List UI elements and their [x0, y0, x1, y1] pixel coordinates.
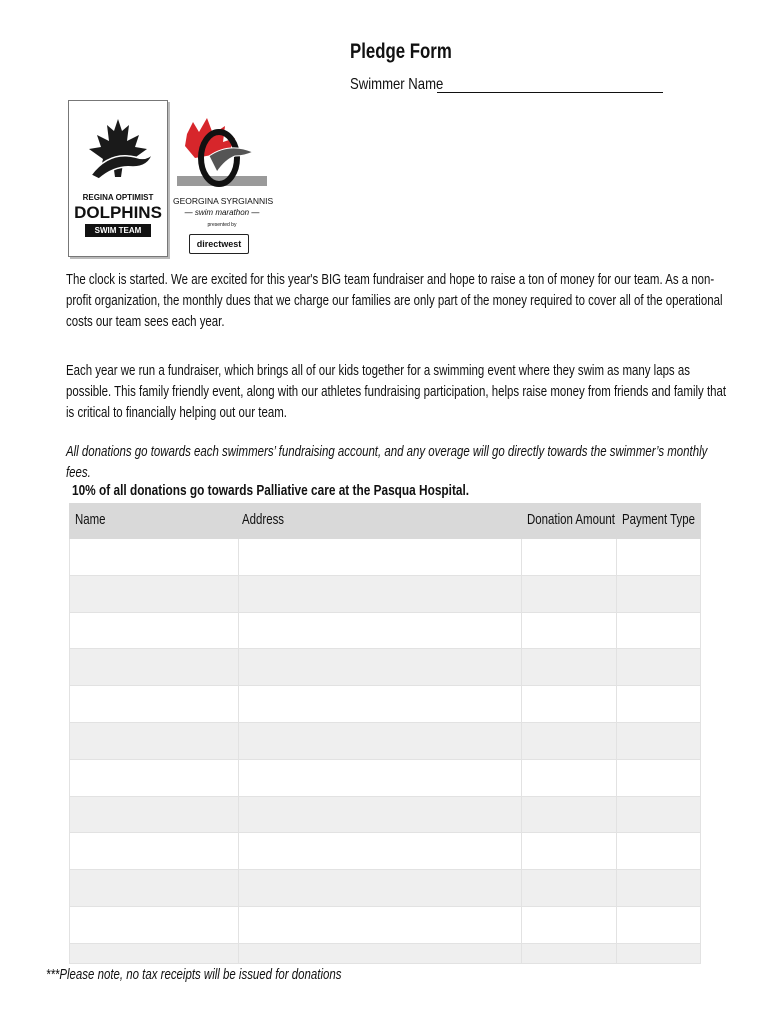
- table-row: [69, 576, 701, 613]
- column-header-name: Name: [75, 512, 106, 528]
- address-cell[interactable]: [239, 833, 522, 869]
- address-cell[interactable]: [239, 944, 522, 963]
- donation-amount-cell[interactable]: [522, 539, 617, 575]
- donation-amount-cell[interactable]: [522, 613, 617, 649]
- donation-amount-cell[interactable]: [522, 760, 617, 796]
- donation-amount-cell[interactable]: [522, 944, 617, 963]
- address-cell[interactable]: [239, 539, 522, 575]
- marathon-emblem-icon: [173, 112, 271, 192]
- marathon-logo-line1: GEORGINA SYRGIANNIS: [173, 196, 274, 206]
- swimmer-name-field[interactable]: [437, 92, 663, 93]
- maple-leaf-dolphin-icon: [69, 101, 167, 191]
- donation-amount-cell[interactable]: [522, 686, 617, 722]
- dolphins-logo-line3: SWIM TEAM: [85, 224, 151, 237]
- table-row: [69, 944, 701, 964]
- table-header: [69, 503, 701, 539]
- pledge-table: [69, 503, 701, 964]
- table-row: [69, 797, 701, 834]
- address-cell[interactable]: [239, 760, 522, 796]
- swimmer-name-label: Swimmer Name: [350, 76, 444, 93]
- swim-marathon-logo: [173, 112, 274, 257]
- address-cell[interactable]: [239, 649, 522, 685]
- donation-amount-cell[interactable]: [522, 576, 617, 612]
- dolphins-logo: [68, 100, 168, 257]
- table-row: [69, 907, 701, 944]
- name-cell[interactable]: [69, 723, 239, 759]
- name-cell[interactable]: [69, 797, 239, 833]
- name-cell[interactable]: [69, 613, 239, 649]
- table-row: [69, 833, 701, 870]
- donations-note: All donations go towards each swimmers’ fundraising account, and any overage will go directly towards the swimmer’s monthly fees.: [66, 444, 708, 481]
- table-row: [69, 539, 701, 576]
- tax-receipt-note: ***Please note, no tax receipts will be issued for donations: [46, 967, 342, 983]
- payment-type-cell[interactable]: [617, 870, 701, 906]
- payment-type-cell[interactable]: [617, 576, 701, 612]
- address-cell[interactable]: [239, 613, 522, 649]
- address-cell[interactable]: [239, 870, 522, 906]
- address-cell[interactable]: [239, 907, 522, 943]
- name-cell[interactable]: [69, 576, 239, 612]
- payment-type-cell[interactable]: [617, 833, 701, 869]
- address-cell[interactable]: [239, 576, 522, 612]
- address-cell[interactable]: [239, 723, 522, 759]
- table-row: [69, 686, 701, 723]
- table-body: [69, 539, 701, 964]
- address-cell[interactable]: [239, 797, 522, 833]
- payment-type-cell[interactable]: [617, 649, 701, 685]
- table-row: [69, 870, 701, 907]
- name-cell[interactable]: [69, 907, 239, 943]
- event-paragraph: Each year we run a fundraiser, which brings all of our kids together for a swimming event where they swim as many laps as possible. This family friendly event, along with our athletes fundraising participation, helps raise money from friends and family that is critical to financially helping out our team.: [66, 363, 727, 421]
- name-cell[interactable]: [69, 686, 239, 722]
- payment-type-cell[interactable]: [617, 760, 701, 796]
- donation-amount-cell[interactable]: [522, 907, 617, 943]
- payment-type-cell[interactable]: [617, 613, 701, 649]
- payment-type-cell[interactable]: [617, 797, 701, 833]
- donation-amount-cell[interactable]: [522, 833, 617, 869]
- payment-type-cell[interactable]: [617, 907, 701, 943]
- table-row: [69, 760, 701, 797]
- payment-type-cell[interactable]: [617, 539, 701, 575]
- column-header-donation-amount: Donation Amount: [527, 512, 615, 528]
- marathon-logo-line2: — swim marathon —: [184, 208, 260, 217]
- table-row: [69, 613, 701, 650]
- marathon-logo-line3: presented by: [207, 222, 237, 228]
- sponsor-logo: directwest: [189, 234, 249, 254]
- column-header-payment-type: Payment Type: [622, 512, 696, 528]
- address-cell[interactable]: [239, 686, 522, 722]
- donation-amount-cell[interactable]: [522, 723, 617, 759]
- name-cell[interactable]: [69, 870, 239, 906]
- intro-paragraph: The clock is started. We are excited for this year's BIG team fundraiser and hope to raise a ton of money for our team. As a non- profit organization, the monthly dues that we charge our families are only part of the money required to cover all of the operational costs our team sees each year.: [66, 272, 723, 330]
- payment-type-cell[interactable]: [617, 944, 701, 963]
- name-cell[interactable]: [69, 944, 239, 963]
- name-cell[interactable]: [69, 649, 239, 685]
- table-row: [69, 723, 701, 760]
- donation-amount-cell[interactable]: [522, 649, 617, 685]
- name-cell[interactable]: [69, 833, 239, 869]
- name-cell[interactable]: [69, 539, 239, 575]
- donation-amount-cell[interactable]: [522, 870, 617, 906]
- palliative-note: 10% of all donations go towards Palliative care at the Pasqua Hospital.: [72, 482, 470, 499]
- name-cell[interactable]: [69, 760, 239, 796]
- payment-type-cell[interactable]: [617, 686, 701, 722]
- table-row: [69, 649, 701, 686]
- donation-amount-cell[interactable]: [522, 797, 617, 833]
- column-header-address: Address: [242, 512, 285, 528]
- dolphins-logo-line1: REGINA OPTIMIST: [82, 193, 154, 202]
- page-title: Pledge Form: [350, 40, 452, 63]
- payment-type-cell[interactable]: [617, 723, 701, 759]
- dolphins-logo-line2: DOLPHINS: [74, 203, 162, 222]
